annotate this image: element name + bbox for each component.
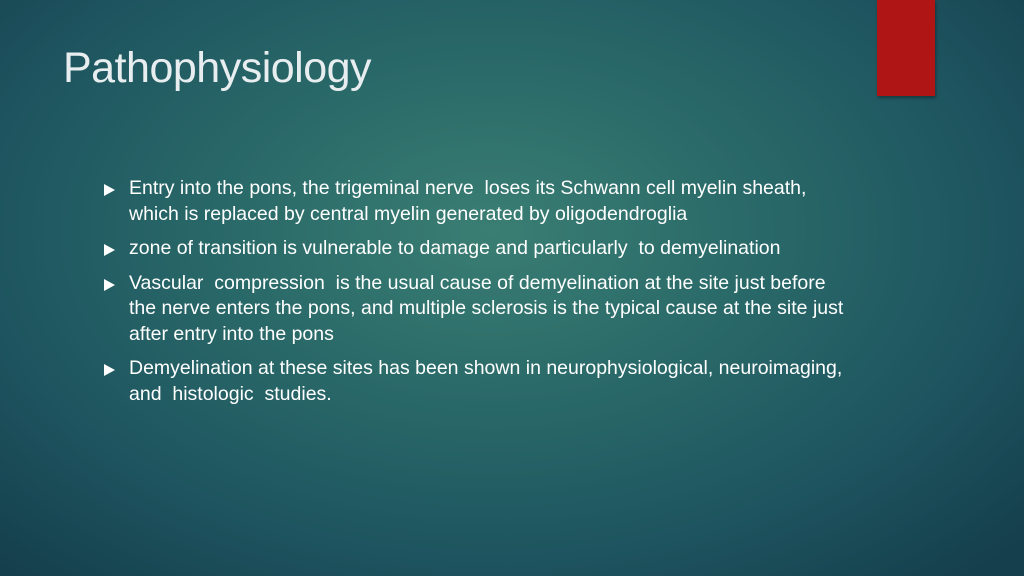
- bullet-text: Vascular compression is the usual cause of demyelination at the site just before the nerve enters the pons, and multiple sclerosis is the typical cause at the site just after entry into the pons: [129, 271, 849, 345]
- bullet-text: Entry into the pons, the trigeminal nerve loses its Schwann cell myelin sheath, which is replaced by central myelin generated by oligodendroglia: [129, 177, 812, 225]
- bullet-item: [104, 271, 849, 348]
- bullet-arrow-icon: [104, 184, 115, 196]
- bullet-arrow-icon: [104, 244, 115, 256]
- bullet-arrow-icon: [104, 279, 115, 291]
- bullet-text: zone of transition is vulnerable to damage and particularly to demyelination: [129, 237, 781, 259]
- slide-title: Pathophysiology: [63, 44, 372, 92]
- accent-bar: [877, 0, 935, 96]
- bullet-arrow-icon: [104, 364, 115, 376]
- bullet-item: [104, 356, 854, 407]
- bullet-item: [104, 176, 844, 227]
- bullet-item: [104, 236, 844, 262]
- bullet-text: Demyelination at these sites has been shown in neurophysiological, neuroimaging, and histologic studies.: [129, 357, 854, 405]
- bullet-list: [104, 176, 854, 416]
